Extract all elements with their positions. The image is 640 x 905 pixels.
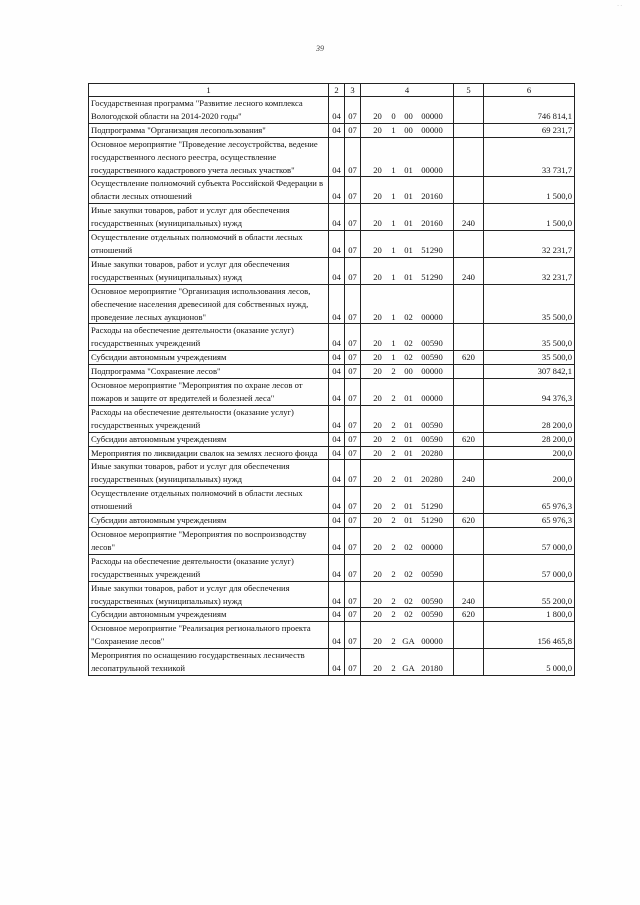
row-target-code-cell (361, 177, 454, 204)
row-name-cell: Иные закупки товаров, работ и услуг для обеспечения государственных (муниципальных) нужд (89, 257, 329, 284)
row-section-cell: 04 (329, 97, 345, 124)
table-row (89, 581, 575, 608)
code-subprogram: 0 (391, 110, 396, 121)
row-section-cell: 04 (329, 351, 345, 365)
code-direction: 20160 (421, 218, 443, 229)
code-activity: 00 (404, 124, 413, 135)
code-direction: 00590 (421, 352, 443, 363)
row-section-cell: 04 (329, 123, 345, 137)
code-direction: 00000 (421, 110, 443, 121)
code-activity: 01 (404, 244, 413, 255)
code-subprogram: 2 (391, 392, 396, 403)
code-activity: 01 (404, 515, 413, 526)
code-subprogram: 1 (391, 124, 396, 135)
row-section-cell: 04 (329, 257, 345, 284)
code-subprogram: 2 (391, 636, 396, 647)
code-direction: 00590 (421, 595, 443, 606)
code-activity: 01 (404, 218, 413, 229)
row-amount-cell: 1 800,0 (484, 608, 575, 622)
row-target-code-cell (361, 622, 454, 649)
code-program: 20 (373, 636, 382, 647)
code-subprogram: 2 (391, 474, 396, 485)
row-name-cell: Субсидии автономным учреждениям (89, 608, 329, 622)
code-program: 20 (373, 595, 382, 606)
code-program: 20 (373, 110, 382, 121)
code-direction: 00590 (421, 419, 443, 430)
row-name-cell: Подпрограмма "Сохранение лесов" (89, 365, 329, 379)
row-target-code-cell (361, 284, 454, 324)
code-subprogram: 2 (391, 609, 396, 620)
col-header-expense-type: 5 (454, 84, 484, 97)
row-target-code-cell (361, 608, 454, 622)
code-direction: 00000 (421, 124, 443, 135)
row-section-cell: 04 (329, 622, 345, 649)
code-direction: 00000 (421, 541, 443, 552)
code-subprogram: 2 (391, 515, 396, 526)
code-subprogram: 1 (391, 311, 396, 322)
row-target-code-cell (361, 528, 454, 555)
row-amount-cell: 35 500,0 (484, 284, 575, 324)
code-direction: 20180 (421, 663, 443, 674)
row-subsection-cell: 07 (345, 365, 361, 379)
row-section-cell: 04 (329, 137, 345, 177)
code-activity: 01 (404, 474, 413, 485)
table-row (89, 528, 575, 555)
row-expense-type-cell (454, 284, 484, 324)
row-section-cell: 04 (329, 554, 345, 581)
row-target-code-cell (361, 432, 454, 446)
row-amount-cell: 5 000,0 (484, 649, 575, 676)
code-activity: 01 (404, 501, 413, 512)
code-subprogram: 2 (391, 541, 396, 552)
row-target-code-cell (361, 554, 454, 581)
code-direction: 51290 (421, 501, 443, 512)
row-target-code-cell (361, 204, 454, 231)
row-subsection-cell: 07 (345, 257, 361, 284)
row-name-cell: Мероприятия по оснащению государственных лесничеств лесопатрульной техникой (89, 649, 329, 676)
row-section-cell: 04 (329, 514, 345, 528)
row-subsection-cell: 07 (345, 137, 361, 177)
code-activity: 01 (404, 419, 413, 430)
table-row (89, 487, 575, 514)
header-row (89, 84, 575, 97)
row-subsection-cell: 07 (345, 608, 361, 622)
row-amount-cell: 94 376,3 (484, 379, 575, 406)
row-subsection-cell: 07 (345, 622, 361, 649)
code-activity: 01 (404, 433, 413, 444)
code-program: 20 (373, 392, 382, 403)
code-direction: 51290 (421, 271, 443, 282)
code-subprogram: 1 (391, 218, 396, 229)
code-program: 20 (373, 433, 382, 444)
row-name-cell: Осуществление отдельных полномочий в области лесных отношений (89, 231, 329, 258)
code-direction: 00000 (421, 164, 443, 175)
code-direction: 00590 (421, 609, 443, 620)
code-program: 20 (373, 663, 382, 674)
code-program: 20 (373, 218, 382, 229)
row-target-code-cell (361, 231, 454, 258)
code-subprogram: 1 (391, 352, 396, 363)
code-activity: 01 (404, 191, 413, 202)
table-row (89, 649, 575, 676)
code-subprogram: 1 (391, 338, 396, 349)
row-expense-type-cell (454, 405, 484, 432)
row-expense-type-cell (454, 379, 484, 406)
scan-mark: · · (617, 3, 622, 9)
row-section-cell: 04 (329, 284, 345, 324)
row-expense-type-cell (454, 649, 484, 676)
row-target-code-cell (361, 365, 454, 379)
table-row (89, 365, 575, 379)
row-expense-type-cell (454, 446, 484, 460)
row-section-cell: 04 (329, 487, 345, 514)
row-expense-type-cell (454, 622, 484, 649)
row-name-cell: Основное мероприятие "Реализация регионального проекта "Сохранение лесов" (89, 622, 329, 649)
row-amount-cell: 35 500,0 (484, 324, 575, 351)
row-expense-type-cell (454, 137, 484, 177)
row-amount-cell: 746 814,1 (484, 97, 575, 124)
table-row (89, 379, 575, 406)
code-program: 20 (373, 474, 382, 485)
code-program: 20 (373, 352, 382, 363)
row-expense-type-cell: 620 (454, 608, 484, 622)
row-subsection-cell: 07 (345, 204, 361, 231)
code-subprogram: 2 (391, 501, 396, 512)
row-name-cell: Субсидии автономным учреждениям (89, 432, 329, 446)
row-target-code-cell (361, 514, 454, 528)
row-target-code-cell (361, 351, 454, 365)
row-section-cell: 04 (329, 231, 345, 258)
row-subsection-cell: 07 (345, 554, 361, 581)
row-amount-cell: 1 500,0 (484, 177, 575, 204)
row-amount-cell: 35 500,0 (484, 351, 575, 365)
col-header-subsection: 3 (345, 84, 361, 97)
code-subprogram: 2 (391, 433, 396, 444)
table-row (89, 405, 575, 432)
code-program: 20 (373, 515, 382, 526)
row-subsection-cell: 07 (345, 351, 361, 365)
row-target-code-cell (361, 257, 454, 284)
row-name-cell: Осуществление отдельных полномочий в области лесных отношений (89, 487, 329, 514)
code-program: 20 (373, 609, 382, 620)
row-subsection-cell: 07 (345, 405, 361, 432)
code-program: 20 (373, 191, 382, 202)
row-subsection-cell: 07 (345, 177, 361, 204)
row-target-code-cell (361, 649, 454, 676)
table-row (89, 460, 575, 487)
row-name-cell: Основное мероприятие "Проведение лесоустройства, ведение государственного лесного реестра, осуществление государственного кадастрового учета лесных участков" (89, 137, 329, 177)
code-program: 20 (373, 419, 382, 430)
row-subsection-cell: 07 (345, 379, 361, 406)
table-row (89, 137, 575, 177)
row-amount-cell: 1 500,0 (484, 204, 575, 231)
code-activity: 00 (404, 110, 413, 121)
row-section-cell: 04 (329, 432, 345, 446)
row-amount-cell: 33 731,7 (484, 137, 575, 177)
row-section-cell: 04 (329, 581, 345, 608)
table-row (89, 446, 575, 460)
code-direction: 00590 (421, 433, 443, 444)
row-amount-cell: 32 231,7 (484, 231, 575, 258)
row-name-cell: Основное мероприятие "Организация использования лесов, обеспечение населения древесиной для собственных нужд, проведение лесных аукционов" (89, 284, 329, 324)
row-name-cell: Субсидии автономным учреждениям (89, 351, 329, 365)
row-subsection-cell: 07 (345, 284, 361, 324)
code-direction: 00590 (421, 568, 443, 579)
row-section-cell: 04 (329, 405, 345, 432)
code-program: 20 (373, 568, 382, 579)
row-subsection-cell: 07 (345, 97, 361, 124)
row-subsection-cell: 07 (345, 487, 361, 514)
code-direction: 00000 (421, 366, 443, 377)
col-header-section: 2 (329, 84, 345, 97)
row-name-cell: Мероприятия по ликвидации свалок на землях лесного фонда (89, 446, 329, 460)
table-row (89, 123, 575, 137)
row-expense-type-cell: 620 (454, 514, 484, 528)
table-row (89, 97, 575, 124)
table-body (89, 97, 575, 676)
code-activity: GA (402, 636, 415, 647)
row-expense-type-cell (454, 231, 484, 258)
row-target-code-cell (361, 460, 454, 487)
code-direction: 00000 (421, 636, 443, 647)
code-program: 20 (373, 164, 382, 175)
code-subprogram: 1 (391, 164, 396, 175)
row-expense-type-cell: 240 (454, 257, 484, 284)
row-name-cell: Иные закупки товаров, работ и услуг для обеспечения государственных (муниципальных) нужд (89, 204, 329, 231)
code-subprogram: 1 (391, 244, 396, 255)
code-subprogram: 2 (391, 595, 396, 606)
row-section-cell: 04 (329, 365, 345, 379)
code-subprogram: 2 (391, 366, 396, 377)
row-subsection-cell: 07 (345, 581, 361, 608)
code-direction: 00000 (421, 311, 443, 322)
code-program: 20 (373, 311, 382, 322)
col-header-target-code: 4 (361, 84, 454, 97)
row-expense-type-cell: 240 (454, 204, 484, 231)
table-row (89, 608, 575, 622)
code-program: 20 (373, 271, 382, 282)
row-target-code-cell (361, 379, 454, 406)
row-section-cell: 04 (329, 608, 345, 622)
row-expense-type-cell (454, 487, 484, 514)
row-section-cell: 04 (329, 324, 345, 351)
table-row (89, 204, 575, 231)
code-direction: 51290 (421, 515, 443, 526)
code-program: 20 (373, 366, 382, 377)
code-activity: 02 (404, 568, 413, 579)
row-name-cell: Государственная программа "Развитие лесного комплекса Вологодской области на 2014-2020 годы" (89, 97, 329, 124)
row-name-cell: Расходы на обеспечение деятельности (оказание услуг) государственных учреждений (89, 405, 329, 432)
row-amount-cell: 57 000,0 (484, 554, 575, 581)
row-name-cell: Основное мероприятие "Мероприятия по охране лесов от пожаров и защите от вредителей и болезней леса" (89, 379, 329, 406)
row-subsection-cell: 07 (345, 231, 361, 258)
code-program: 20 (373, 501, 382, 512)
row-amount-cell: 69 231,7 (484, 123, 575, 137)
code-subprogram: 2 (391, 568, 396, 579)
code-direction: 20280 (421, 447, 443, 458)
code-program: 20 (373, 244, 382, 255)
row-section-cell: 04 (329, 177, 345, 204)
code-program: 20 (373, 447, 382, 458)
row-expense-type-cell (454, 365, 484, 379)
table-row (89, 284, 575, 324)
row-target-code-cell (361, 97, 454, 124)
code-direction: 20280 (421, 474, 443, 485)
code-program: 20 (373, 541, 382, 552)
row-name-cell: Подпрограмма "Организация лесопользования" (89, 123, 329, 137)
row-subsection-cell: 07 (345, 528, 361, 555)
table-row (89, 622, 575, 649)
row-name-cell: Осуществление полномочий субъекта Российской Федерации в области лесных отношений (89, 177, 329, 204)
row-amount-cell: 28 200,0 (484, 405, 575, 432)
code-program: 20 (373, 124, 382, 135)
row-expense-type-cell (454, 97, 484, 124)
table-row (89, 324, 575, 351)
row-section-cell: 04 (329, 204, 345, 231)
row-subsection-cell: 07 (345, 460, 361, 487)
row-target-code-cell (361, 487, 454, 514)
code-activity: 01 (404, 447, 413, 458)
code-activity: 00 (404, 366, 413, 377)
row-subsection-cell: 07 (345, 123, 361, 137)
code-direction: 00000 (421, 392, 443, 403)
row-expense-type-cell: 240 (454, 460, 484, 487)
row-amount-cell: 57 000,0 (484, 528, 575, 555)
code-activity: 02 (404, 338, 413, 349)
row-expense-type-cell: 620 (454, 432, 484, 446)
code-subprogram: 2 (391, 663, 396, 674)
row-target-code-cell (361, 405, 454, 432)
row-expense-type-cell (454, 528, 484, 555)
row-section-cell: 04 (329, 460, 345, 487)
row-amount-cell: 65 976,3 (484, 514, 575, 528)
code-subprogram: 2 (391, 447, 396, 458)
row-section-cell: 04 (329, 528, 345, 555)
table-row (89, 514, 575, 528)
row-subsection-cell: 07 (345, 649, 361, 676)
row-name-cell: Расходы на обеспечение деятельности (оказание услуг) государственных учреждений (89, 554, 329, 581)
row-section-cell: 04 (329, 446, 345, 460)
col-header-amount: 6 (484, 84, 575, 97)
row-amount-cell: 65 976,3 (484, 487, 575, 514)
row-name-cell: Иные закупки товаров, работ и услуг для обеспечения государственных (муниципальных) нужд (89, 460, 329, 487)
row-expense-type-cell (454, 123, 484, 137)
code-activity: 02 (404, 595, 413, 606)
code-direction: 51290 (421, 244, 443, 255)
table-row (89, 432, 575, 446)
code-activity: 02 (404, 609, 413, 620)
row-expense-type-cell: 620 (454, 351, 484, 365)
row-target-code-cell (361, 137, 454, 177)
code-direction: 00590 (421, 338, 443, 349)
row-name-cell: Основное мероприятие "Мероприятия по воспроизводству лесов" (89, 528, 329, 555)
row-target-code-cell (361, 324, 454, 351)
row-name-cell: Расходы на обеспечение деятельности (оказание услуг) государственных учреждений (89, 324, 329, 351)
code-subprogram: 1 (391, 271, 396, 282)
row-expense-type-cell: 240 (454, 581, 484, 608)
page-number: 39 (316, 44, 324, 53)
row-amount-cell: 156 465,8 (484, 622, 575, 649)
row-amount-cell: 55 200,0 (484, 581, 575, 608)
row-section-cell: 04 (329, 649, 345, 676)
code-activity: 02 (404, 311, 413, 322)
table-row (89, 177, 575, 204)
table-row (89, 257, 575, 284)
table-row (89, 351, 575, 365)
code-activity: 01 (404, 164, 413, 175)
code-subprogram: 1 (391, 191, 396, 202)
code-program: 20 (373, 338, 382, 349)
row-subsection-cell: 07 (345, 446, 361, 460)
code-subprogram: 2 (391, 419, 396, 430)
code-activity: 01 (404, 392, 413, 403)
code-activity: GA (402, 663, 415, 674)
row-target-code-cell (361, 446, 454, 460)
row-name-cell: Субсидии автономным учреждениям (89, 514, 329, 528)
code-activity: 01 (404, 271, 413, 282)
row-expense-type-cell (454, 554, 484, 581)
row-subsection-cell: 07 (345, 324, 361, 351)
row-amount-cell: 32 231,7 (484, 257, 575, 284)
row-subsection-cell: 07 (345, 514, 361, 528)
row-amount-cell: 28 200,0 (484, 432, 575, 446)
row-name-cell: Иные закупки товаров, работ и услуг для обеспечения государственных (муниципальных) нужд (89, 581, 329, 608)
row-expense-type-cell (454, 177, 484, 204)
row-target-code-cell (361, 581, 454, 608)
row-amount-cell: 307 842,1 (484, 365, 575, 379)
row-amount-cell: 200,0 (484, 446, 575, 460)
table-row (89, 231, 575, 258)
code-direction: 20160 (421, 191, 443, 202)
row-expense-type-cell (454, 324, 484, 351)
row-amount-cell: 200,0 (484, 460, 575, 487)
col-header-name: 1 (89, 84, 329, 97)
row-section-cell: 04 (329, 379, 345, 406)
budget-table (88, 83, 575, 676)
table-row (89, 554, 575, 581)
code-activity: 02 (404, 352, 413, 363)
row-target-code-cell (361, 123, 454, 137)
row-subsection-cell: 07 (345, 432, 361, 446)
code-activity: 02 (404, 541, 413, 552)
